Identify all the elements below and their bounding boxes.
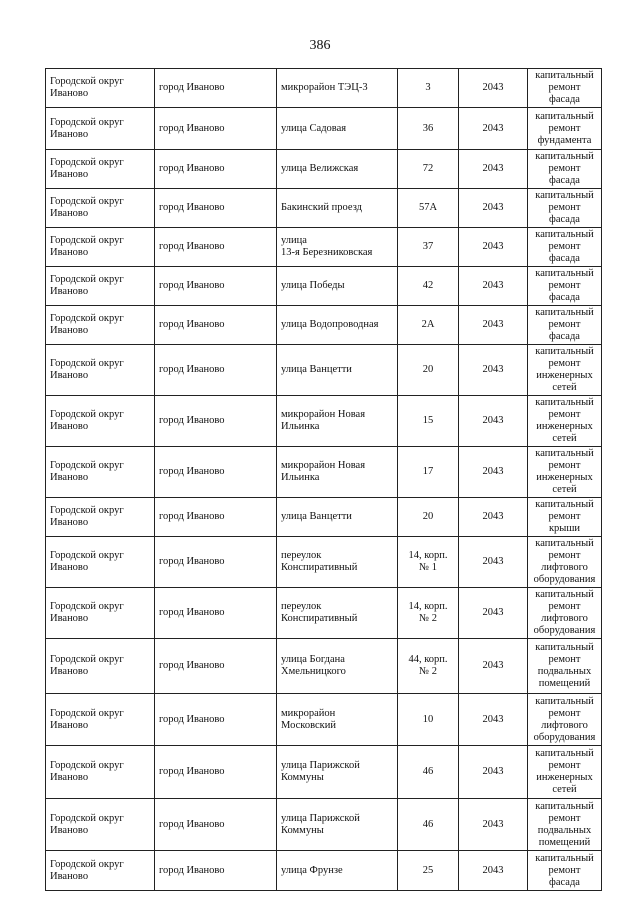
year-cell: 2043 (459, 851, 528, 891)
locality-cell: город Иваново (155, 345, 277, 396)
year-cell: 2043 (459, 746, 528, 799)
locality-cell: город Иваново (155, 150, 277, 189)
street-cell: микрорайон Новая Ильинка (277, 396, 398, 447)
municipality-cell: Городской округ Иваново (46, 537, 155, 588)
table-row (46, 228, 602, 267)
street-cell: переулок Конспиративный (277, 537, 398, 588)
municipality-cell: Городской округ Иваново (46, 498, 155, 537)
table-row (46, 694, 602, 746)
table-row (46, 267, 602, 306)
year-cell: 2043 (459, 799, 528, 851)
street-cell: микрорайон ТЭЦ-3 (277, 69, 398, 108)
work-type-cell: капитальный ремонт фасада (528, 851, 602, 891)
municipality-cell: Городской округ Иваново (46, 588, 155, 639)
locality-cell: город Иваново (155, 306, 277, 345)
house-number-cell: 10 (398, 694, 459, 746)
house-number-cell: 37 (398, 228, 459, 267)
street-cell: улица Ванцетти (277, 498, 398, 537)
municipality-cell: Городской округ Иваново (46, 108, 155, 150)
locality-cell: город Иваново (155, 537, 277, 588)
work-type-cell: капитальный ремонт лифтового оборудования (528, 694, 602, 746)
municipality-cell: Городской округ Иваново (46, 267, 155, 306)
locality-cell: город Иваново (155, 851, 277, 891)
work-type-cell: капитальный ремонт фасада (528, 189, 602, 228)
year-cell: 2043 (459, 228, 528, 267)
house-number-cell: 14, корп. № 2 (398, 588, 459, 639)
work-type-cell: капитальный ремонт фасада (528, 150, 602, 189)
street-cell: улица Парижской Коммуны (277, 799, 398, 851)
municipality-cell: Городской округ Иваново (46, 746, 155, 799)
street-cell: микрорайон Московский (277, 694, 398, 746)
house-number-cell: 17 (398, 447, 459, 498)
work-type-cell: капитальный ремонт фасада (528, 267, 602, 306)
house-number-cell: 72 (398, 150, 459, 189)
house-number-cell: 46 (398, 799, 459, 851)
year-cell: 2043 (459, 694, 528, 746)
municipality-cell: Городской округ Иваново (46, 150, 155, 189)
work-type-cell: капитальный ремонт крыши (528, 498, 602, 537)
locality-cell: город Иваново (155, 267, 277, 306)
locality-cell: город Иваново (155, 799, 277, 851)
repair-schedule-table (45, 68, 602, 891)
table-row (46, 746, 602, 799)
year-cell: 2043 (459, 189, 528, 228)
house-number-cell: 20 (398, 498, 459, 537)
locality-cell: город Иваново (155, 189, 277, 228)
municipality-cell: Городской округ Иваново (46, 69, 155, 108)
year-cell: 2043 (459, 447, 528, 498)
year-cell: 2043 (459, 588, 528, 639)
table-row (46, 345, 602, 396)
page-number: 386 (309, 38, 331, 53)
work-type-cell: капитальный ремонт инженерных сетей (528, 746, 602, 799)
street-cell: улица Водопроводная (277, 306, 398, 345)
year-cell: 2043 (459, 396, 528, 447)
work-type-cell: капитальный ремонт инженерных сетей (528, 345, 602, 396)
street-cell: микрорайон Новая Ильинка (277, 447, 398, 498)
locality-cell: город Иваново (155, 588, 277, 639)
work-type-cell: капитальный ремонт фасада (528, 69, 602, 108)
municipality-cell: Городской округ Иваново (46, 447, 155, 498)
table-row (46, 799, 602, 851)
year-cell: 2043 (459, 69, 528, 108)
table-row (46, 588, 602, 639)
municipality-cell: Городской округ Иваново (46, 306, 155, 345)
locality-cell: город Иваново (155, 447, 277, 498)
locality-cell: город Иваново (155, 498, 277, 537)
street-cell: Бакинский проезд (277, 189, 398, 228)
street-cell: улица Велижская (277, 150, 398, 189)
year-cell: 2043 (459, 537, 528, 588)
year-cell: 2043 (459, 108, 528, 150)
house-number-cell: 36 (398, 108, 459, 150)
work-type-cell: капитальный ремонт подвальных помещений (528, 799, 602, 851)
street-cell: переулок Конспиративный (277, 588, 398, 639)
municipality-cell: Городской округ Иваново (46, 228, 155, 267)
locality-cell: город Иваново (155, 69, 277, 108)
municipality-cell: Городской округ Иваново (46, 639, 155, 694)
house-number-cell: 2А (398, 306, 459, 345)
street-cell: улица Ванцетти (277, 345, 398, 396)
work-type-cell: капитальный ремонт лифтового оборудования (528, 537, 602, 588)
table-row (46, 447, 602, 498)
municipality-cell: Городской округ Иваново (46, 799, 155, 851)
year-cell: 2043 (459, 267, 528, 306)
work-type-cell: капитальный ремонт фасада (528, 228, 602, 267)
work-type-cell: капитальный ремонт фундамента (528, 108, 602, 150)
house-number-cell: 25 (398, 851, 459, 891)
table-row (46, 69, 602, 108)
street-cell: улица Садовая (277, 108, 398, 150)
year-cell: 2043 (459, 498, 528, 537)
table-row (46, 306, 602, 345)
locality-cell: город Иваново (155, 694, 277, 746)
table-row (46, 396, 602, 447)
table-body (46, 69, 602, 891)
locality-cell: город Иваново (155, 639, 277, 694)
municipality-cell: Городской округ Иваново (46, 189, 155, 228)
locality-cell: город Иваново (155, 746, 277, 799)
house-number-cell: 15 (398, 396, 459, 447)
house-number-cell: 42 (398, 267, 459, 306)
municipality-cell: Городской округ Иваново (46, 694, 155, 746)
municipality-cell: Городской округ Иваново (46, 396, 155, 447)
house-number-cell: 44, корп. № 2 (398, 639, 459, 694)
street-cell: улица Фрунзе (277, 851, 398, 891)
table-row (46, 498, 602, 537)
street-cell: улица 13-я Березниковская (277, 228, 398, 267)
year-cell: 2043 (459, 306, 528, 345)
table-row (46, 537, 602, 588)
locality-cell: город Иваново (155, 228, 277, 267)
municipality-cell: Городской округ Иваново (46, 345, 155, 396)
work-type-cell: капитальный ремонт лифтового оборудования (528, 588, 602, 639)
work-type-cell: капитальный ремонт инженерных сетей (528, 447, 602, 498)
house-number-cell: 57А (398, 189, 459, 228)
house-number-cell: 14, корп. № 1 (398, 537, 459, 588)
year-cell: 2043 (459, 639, 528, 694)
municipality-cell: Городской округ Иваново (46, 851, 155, 891)
work-type-cell: капитальный ремонт инженерных сетей (528, 396, 602, 447)
street-cell: улица Парижской Коммуны (277, 746, 398, 799)
year-cell: 2043 (459, 150, 528, 189)
work-type-cell: капитальный ремонт фасада (528, 306, 602, 345)
work-type-cell: капитальный ремонт подвальных помещений (528, 639, 602, 694)
table-row (46, 189, 602, 228)
table-row (46, 639, 602, 694)
locality-cell: город Иваново (155, 396, 277, 447)
street-cell: улица Богдана Хмельницкого (277, 639, 398, 694)
house-number-cell: 20 (398, 345, 459, 396)
table-row (46, 108, 602, 150)
house-number-cell: 3 (398, 69, 459, 108)
locality-cell: город Иваново (155, 108, 277, 150)
table-row (46, 851, 602, 891)
street-cell: улица Победы (277, 267, 398, 306)
house-number-cell: 46 (398, 746, 459, 799)
table-row (46, 150, 602, 189)
year-cell: 2043 (459, 345, 528, 396)
